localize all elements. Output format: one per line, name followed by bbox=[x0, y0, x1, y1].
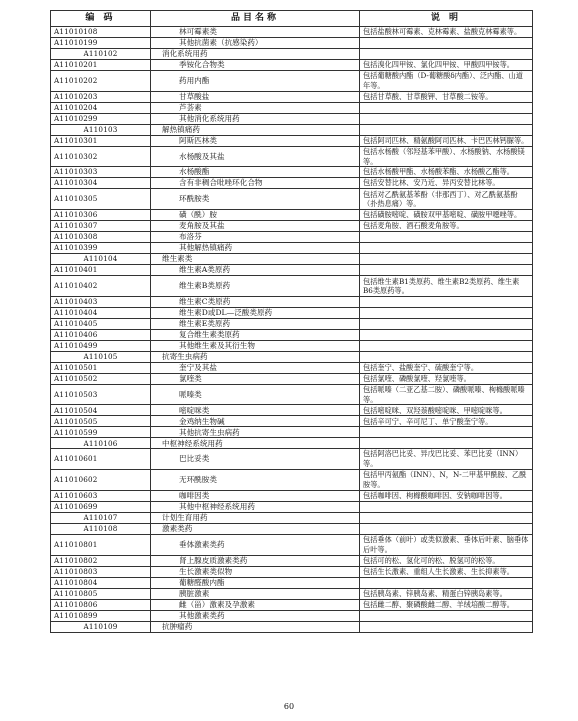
item-name: 中枢神经系统用药 bbox=[151, 438, 360, 449]
item-code: A11010204 bbox=[51, 103, 151, 114]
item-code: A110102 bbox=[51, 49, 151, 60]
item-name: 葡糖醛酸内酯 bbox=[151, 577, 360, 588]
item-description: 包括溴化四甲铵、氯化四甲铵、甲酸四甲铵等。 bbox=[360, 60, 533, 71]
table-row bbox=[51, 308, 533, 319]
table-row bbox=[51, 60, 533, 71]
item-name: 胰脏激素 bbox=[151, 588, 360, 599]
item-name: 药用内酯 bbox=[151, 71, 360, 92]
item-description: 包括对乙酰氨基苯酚（非那西丁）、对乙酰氨基酚（扑热息痛）等。 bbox=[360, 189, 533, 210]
table-row bbox=[51, 297, 533, 308]
table-row bbox=[51, 319, 533, 330]
item-description bbox=[360, 621, 533, 632]
item-description: 包括甘草酸、甘草酸钾、甘草酸二铵等。 bbox=[360, 92, 533, 103]
table-row bbox=[51, 125, 533, 136]
table-row bbox=[51, 330, 533, 341]
item-code: A11010406 bbox=[51, 330, 151, 341]
item-name: 甘草酸盐 bbox=[151, 92, 360, 103]
item-description bbox=[360, 49, 533, 60]
item-name: 抗肿瘤药 bbox=[151, 621, 360, 632]
item-code: A11010405 bbox=[51, 319, 151, 330]
item-description: 包括阿司匹林、精氨酸阿司匹林、卡巴匹林钙脲等。 bbox=[360, 136, 533, 147]
item-name: 其他维生素及其衍生物 bbox=[151, 341, 360, 352]
table-row bbox=[51, 27, 533, 38]
table-row bbox=[51, 71, 533, 92]
item-description: 包括水杨酸（邻羟基苯甲酸）、水杨酸钠、水杨酸镁等。 bbox=[360, 147, 533, 167]
item-name: 林可霉素类 bbox=[151, 27, 360, 38]
item-description bbox=[360, 243, 533, 254]
table-row bbox=[51, 610, 533, 621]
item-description: 包括磺胺嘧啶、磺胺双甲基嘧啶、磺胺甲噁唑等。 bbox=[360, 210, 533, 221]
item-description bbox=[360, 265, 533, 276]
item-code: A11010502 bbox=[51, 374, 151, 385]
item-name: 计划生育用药 bbox=[151, 512, 360, 523]
header-desc: 说 明 bbox=[360, 11, 533, 27]
item-description: 包括葡糖酸内酯（D-葡糖酸δ内酯）、泛内酯、山道年等。 bbox=[360, 71, 533, 92]
table-row bbox=[51, 501, 533, 512]
item-name: 环酰胺类 bbox=[151, 189, 360, 210]
item-description: 包括辛可宁、辛可尼丁、单宁酸奎宁等。 bbox=[360, 416, 533, 427]
item-code: A11010307 bbox=[51, 221, 151, 232]
table-row bbox=[51, 621, 533, 632]
table-row bbox=[51, 490, 533, 501]
table-row bbox=[51, 534, 533, 555]
item-description: 包括维生素B1类原药、维生素B2类原药、维生素B6类原药等。 bbox=[360, 276, 533, 297]
item-code: A11010499 bbox=[51, 341, 151, 352]
item-name: 水杨酸酯 bbox=[151, 167, 360, 178]
table-row bbox=[51, 469, 533, 490]
item-name: 含有非稠合吡唑环化合物 bbox=[151, 178, 360, 189]
table-row bbox=[51, 385, 533, 405]
item-name: 复合维生素类原药 bbox=[151, 330, 360, 341]
item-name: 消化系统用药 bbox=[151, 49, 360, 60]
item-name: 季铵化合物类 bbox=[151, 60, 360, 71]
table-row bbox=[51, 588, 533, 599]
table-row bbox=[51, 254, 533, 265]
item-code: A11010501 bbox=[51, 363, 151, 374]
table-row bbox=[51, 341, 533, 352]
item-name: 维生素D或DL—泛酸类原药 bbox=[151, 308, 360, 319]
item-name: 无环酰胺类 bbox=[151, 469, 360, 490]
item-name: 磺（酰）胺 bbox=[151, 210, 360, 221]
item-name: 麦角胺及其盐 bbox=[151, 221, 360, 232]
item-description bbox=[360, 114, 533, 125]
item-code: A11010199 bbox=[51, 38, 151, 49]
item-description: 包括盐酸林可霉素、克林霉素、盐酸克林霉素等。 bbox=[360, 27, 533, 38]
item-description bbox=[360, 438, 533, 449]
item-description: 包括氯喹、磷酸氯喹、羟氯喹等。 bbox=[360, 374, 533, 385]
item-description: 包括生长激素、重组人生长激素、生长抑素等。 bbox=[360, 566, 533, 577]
item-name: 维生素E类原药 bbox=[151, 319, 360, 330]
header-code: 编 码 bbox=[51, 11, 151, 27]
item-code: A11010404 bbox=[51, 308, 151, 319]
item-name: 维生素B类原药 bbox=[151, 276, 360, 297]
item-name: 水杨酸及其盐 bbox=[151, 147, 360, 167]
item-name: 巴比妥类 bbox=[151, 449, 360, 469]
item-code: A11010306 bbox=[51, 210, 151, 221]
table-row bbox=[51, 210, 533, 221]
catalog-table bbox=[50, 10, 533, 633]
item-name: 其他激素类药 bbox=[151, 610, 360, 621]
item-code: A110103 bbox=[51, 125, 151, 136]
item-code: A11010202 bbox=[51, 71, 151, 92]
table-header-row bbox=[51, 11, 533, 27]
item-name: 其他抗寄生虫病药 bbox=[151, 427, 360, 438]
table-row bbox=[51, 523, 533, 534]
item-code: A11010505 bbox=[51, 416, 151, 427]
table-row bbox=[51, 232, 533, 243]
item-code: A11010399 bbox=[51, 243, 151, 254]
item-code: A11010504 bbox=[51, 405, 151, 416]
item-code: A11010602 bbox=[51, 469, 151, 490]
item-description: 包括甲丙氨酯（INN）、N，N-二甲基甲酰胺、乙酰胺等。 bbox=[360, 469, 533, 490]
table-row bbox=[51, 416, 533, 427]
item-code: A11010403 bbox=[51, 297, 151, 308]
item-description bbox=[360, 427, 533, 438]
item-code: A110107 bbox=[51, 512, 151, 523]
table-row bbox=[51, 276, 533, 297]
item-description bbox=[360, 577, 533, 588]
table-row bbox=[51, 449, 533, 469]
item-code: A11010601 bbox=[51, 449, 151, 469]
table-row bbox=[51, 352, 533, 363]
table-row bbox=[51, 363, 533, 374]
item-code: A110104 bbox=[51, 254, 151, 265]
item-name: 维生素类 bbox=[151, 254, 360, 265]
table-row bbox=[51, 38, 533, 49]
item-code: A11010699 bbox=[51, 501, 151, 512]
table-row bbox=[51, 49, 533, 60]
item-code: A110109 bbox=[51, 621, 151, 632]
item-code: A110106 bbox=[51, 438, 151, 449]
item-name: 哌嗪类 bbox=[151, 385, 360, 405]
item-description bbox=[360, 103, 533, 114]
header-name: 品目名称 bbox=[151, 11, 360, 27]
item-name: 维生素A类原药 bbox=[151, 265, 360, 276]
item-description: 包括麦角胺、酒石酸麦角胺等。 bbox=[360, 221, 533, 232]
item-name: 解热镇痛药 bbox=[151, 125, 360, 136]
item-code: A11010804 bbox=[51, 577, 151, 588]
item-name: 其他抗菌素（抗感染药） bbox=[151, 38, 360, 49]
item-code: A11010299 bbox=[51, 114, 151, 125]
table-row bbox=[51, 103, 533, 114]
item-description: 包括咖啡因、枸橼酸咖啡因、安钠咖啡因等。 bbox=[360, 490, 533, 501]
item-description: 包括垂体（前叶）或类似激素、垂体后叶素、脑垂体后叶等。 bbox=[360, 534, 533, 555]
table-row bbox=[51, 265, 533, 276]
item-description bbox=[360, 512, 533, 523]
table-body bbox=[51, 27, 533, 633]
table-row bbox=[51, 243, 533, 254]
document-page bbox=[50, 10, 532, 633]
item-name: 奎宁及其盐 bbox=[151, 363, 360, 374]
item-code: A11010803 bbox=[51, 566, 151, 577]
item-description bbox=[360, 254, 533, 265]
item-description bbox=[360, 330, 533, 341]
item-code: A11010304 bbox=[51, 178, 151, 189]
item-description bbox=[360, 341, 533, 352]
item-name: 芦荟素 bbox=[151, 103, 360, 114]
item-name: 金鸡纳生物碱 bbox=[151, 416, 360, 427]
table-row bbox=[51, 147, 533, 167]
item-code: A11010203 bbox=[51, 92, 151, 103]
item-code: A11010303 bbox=[51, 167, 151, 178]
table-row bbox=[51, 189, 533, 210]
item-description bbox=[360, 232, 533, 243]
item-description bbox=[360, 501, 533, 512]
item-description: 包括安替比林、安乃近、异丙安替比林等。 bbox=[360, 178, 533, 189]
item-code: A11010899 bbox=[51, 610, 151, 621]
table-row bbox=[51, 374, 533, 385]
item-name: 嘧啶咪类 bbox=[151, 405, 360, 416]
item-name: 其他消化系统用药 bbox=[151, 114, 360, 125]
item-code: A11010806 bbox=[51, 599, 151, 610]
item-code: A11010308 bbox=[51, 232, 151, 243]
item-name: 其他解热镇痛药 bbox=[151, 243, 360, 254]
item-description bbox=[360, 38, 533, 49]
item-name: 激素类药 bbox=[151, 523, 360, 534]
table-row bbox=[51, 438, 533, 449]
item-description: 包括哌嗪（二亚乙基二胺）、磷酸哌嗪、枸橼酸哌嗪等。 bbox=[360, 385, 533, 405]
item-code: A11010302 bbox=[51, 147, 151, 167]
item-description bbox=[360, 125, 533, 136]
item-description bbox=[360, 297, 533, 308]
table-row bbox=[51, 566, 533, 577]
item-code: A11010802 bbox=[51, 555, 151, 566]
item-code: A11010805 bbox=[51, 588, 151, 599]
table-row bbox=[51, 512, 533, 523]
item-name: 抗寄生虫病药 bbox=[151, 352, 360, 363]
item-name: 氯喹类 bbox=[151, 374, 360, 385]
item-description: 包括嘧啶咪、双羟萘酸嘧啶咪、甲嘧啶咪等。 bbox=[360, 405, 533, 416]
table-row bbox=[51, 167, 533, 178]
item-code: A11010599 bbox=[51, 427, 151, 438]
item-code: A110105 bbox=[51, 352, 151, 363]
item-description bbox=[360, 523, 533, 534]
item-name: 肾上腺皮质激素类药 bbox=[151, 555, 360, 566]
item-name: 咖啡因类 bbox=[151, 490, 360, 501]
table-row bbox=[51, 577, 533, 588]
item-description: 包括胰岛素、锌胰岛素、精蛋白锌胰岛素等。 bbox=[360, 588, 533, 599]
item-description: 包括可的松、氢化可的松、脱氢可的松等。 bbox=[360, 555, 533, 566]
item-description: 包括阿洛巴比妥、异戊巴比妥、苯巴比妥（INN）等。 bbox=[360, 449, 533, 469]
item-code: A11010201 bbox=[51, 60, 151, 71]
item-code: A11010402 bbox=[51, 276, 151, 297]
item-code: A11010305 bbox=[51, 189, 151, 210]
table-row bbox=[51, 221, 533, 232]
table-row bbox=[51, 405, 533, 416]
item-name: 其他中枢神经系统用药 bbox=[151, 501, 360, 512]
table-row bbox=[51, 178, 533, 189]
item-name: 生长激素类似物 bbox=[151, 566, 360, 577]
item-code: A11010108 bbox=[51, 27, 151, 38]
item-description bbox=[360, 308, 533, 319]
table-row bbox=[51, 92, 533, 103]
item-name: 维生素C类原药 bbox=[151, 297, 360, 308]
item-name: 阿斯匹林类 bbox=[151, 136, 360, 147]
item-code: A11010801 bbox=[51, 534, 151, 555]
table-row bbox=[51, 555, 533, 566]
table-row bbox=[51, 427, 533, 438]
item-code: A11010301 bbox=[51, 136, 151, 147]
item-name: 垂体激素类药 bbox=[151, 534, 360, 555]
item-description: 包括雌二醇、聚磷酸雌二醇、羊绒培酸二醇等。 bbox=[360, 599, 533, 610]
item-code: A11010603 bbox=[51, 490, 151, 501]
item-code: A110108 bbox=[51, 523, 151, 534]
page-number: 60 bbox=[283, 702, 295, 711]
item-name: 布洛芬 bbox=[151, 232, 360, 243]
item-name: 雌（甾）激素及孕激素 bbox=[151, 599, 360, 610]
item-description bbox=[360, 610, 533, 621]
item-description bbox=[360, 319, 533, 330]
table-row bbox=[51, 136, 533, 147]
item-code: A11010401 bbox=[51, 265, 151, 276]
item-description bbox=[360, 352, 533, 363]
item-code: A11010503 bbox=[51, 385, 151, 405]
item-description: 包括奎宁、盐酸奎宁、硫酸奎宁等。 bbox=[360, 363, 533, 374]
table-row bbox=[51, 599, 533, 610]
table-row bbox=[51, 114, 533, 125]
item-description: 包括水杨酸甲酯、水杨酸苯酯、水杨酸乙酯等。 bbox=[360, 167, 533, 178]
